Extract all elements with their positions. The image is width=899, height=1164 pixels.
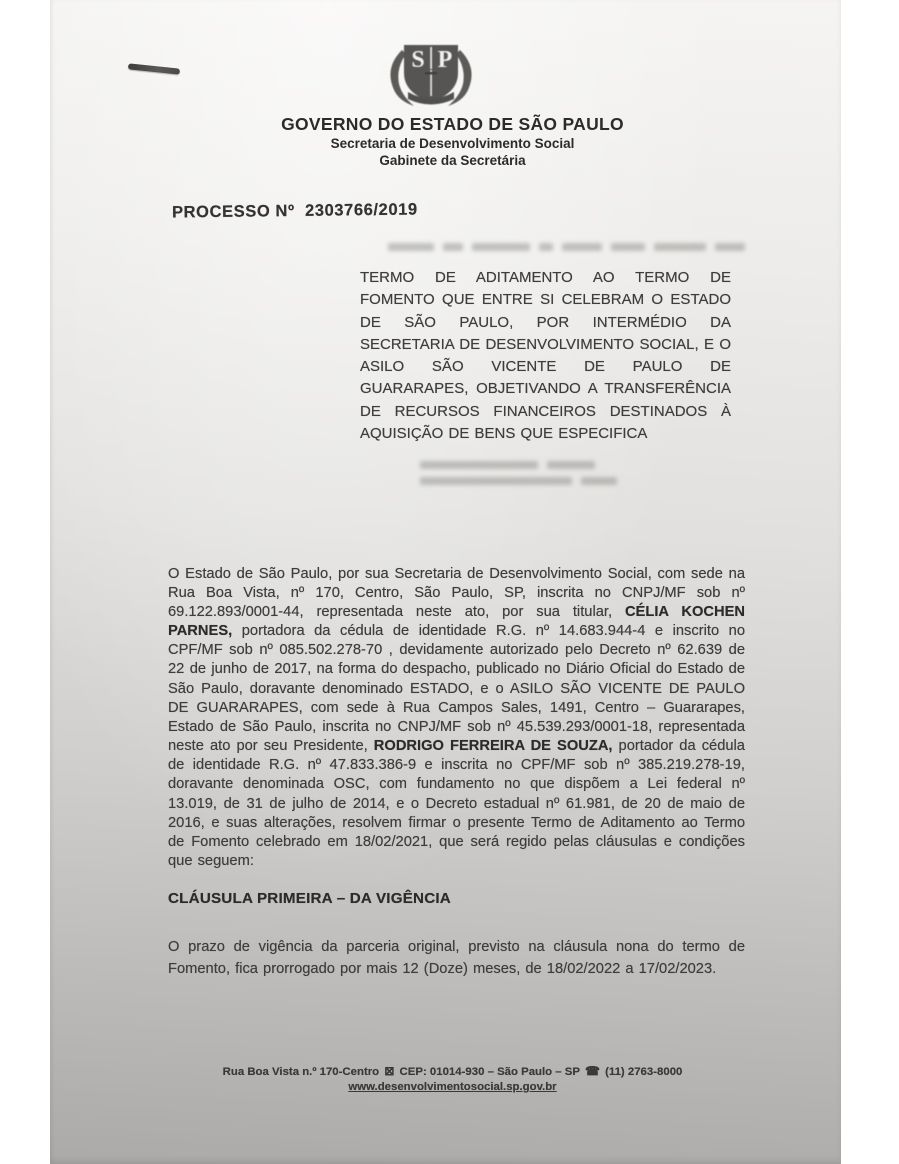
preamble-text-3: portador da cédula de identidade R.G. nº 47.833.386-9 e inscrita no CPF/MF sob nº 385.219.278-19, doravante denominada OSC, com fundamento no que dispõem a Lei federal nº 13.019, de 31 de julho de 2014, e o Decreto estadual nº 61.981, de 20 de maio de 2016, e suas alterações, resolvem firmar o presente Termo de Aditamento ao Termo de Fomento celebrado em 18/02/2021, que será regido pelas cláusulas e condições que seguem: — [168, 738, 745, 870]
logo-letter-s: S — [411, 47, 425, 73]
preamble-text-2: portadora da cédula de identidade R.G. nº 14.683.944-4 e inscrito no CPF/MF sob nº 085.502.278-70 , devidamente autorizado pelo Decreto nº 62.639 de 22 de junho de 2017, na forma do despacho, publicado no Diário Oficial do Estado de São Paulo, doravante denominado ESTADO, e o ASILO SÃO VICENTE DE PAULO DE GUARARAPES, com sede à Rua Campos Sales, 1491, Centro – Guararapes, Estado de São Paulo, inscrita no CNPJ/MF sob nº 45.539.293/0001-18, representada neste ato por seu Presidente, — [168, 623, 745, 755]
clause-1-text: O prazo de vigência da parceria original, previsto na cláusula nona do termo de Fomento, fica prorrogado por mais 12 (Doze) meses, de 18/02/2022 a 17/02/2023. — [168, 938, 745, 978]
letterhead-title: GOVERNO DO ESTADO DE SÃO PAULO — [281, 114, 624, 134]
logo-letter-p: P — [437, 47, 453, 73]
preamble-text-1: O Estado de São Paulo, por sua Secretaria de Desenvolvimento Social, com sede na Rua Boa Vista, nº 170, Centro, São Paulo, SP, inscrita no CNPJ/MF sob nº 69.122.893/0001-44, representada neste ato, por sua titular, — [168, 565, 745, 620]
letterhead-subtitle-2: Gabinete da Secretária — [379, 153, 526, 168]
phone-icon: ☎ — [584, 1064, 600, 1078]
footer — [64, 1064, 841, 1095]
party-name-celia-kochen-parnes: CÉLIA KOCHEN PARNES, — [168, 604, 745, 640]
footer-address: Rua Boa Vista n.º 170-Centro — [222, 1066, 380, 1078]
footer-cep: CEP: 01014-930 – São Paulo – SP — [399, 1066, 580, 1078]
letterhead-subtitle-1: Secretaria de Desenvolvimento Social — [330, 136, 575, 151]
footer-phone: (11) 2763-8000 — [605, 1066, 683, 1078]
footer-website-link: www.desenvolvimentosocial.sp.gov.br — [348, 1081, 557, 1093]
process-number: PROCESSO Nº 2303766/2019 — [171, 200, 418, 222]
envelope-icon: ⊠ — [384, 1064, 395, 1078]
footer-contact-line — [64, 1064, 841, 1080]
sp-coat-of-arms-logo — [382, 39, 480, 115]
recital-block: TERMO DE ADITAMENTO AO TERMO DE FOMENTO QUE ENTRE SI CELEBRAM O ESTADO DE SÃO PAULO, POR INTERMÉDIO DA SECRETARIA DE DESENVOLVIMENTO SOCIAL, E O ASILO SÃO VICENTE DE PAULO DE GUARARAPES, OBJETIVANDO A TRANSFERÊNCIA DE RECURSOS FINANCEIROS DESTINADOS À AQUISIÇÃO DE BENS QUE ESPECIFICA — [360, 269, 731, 443]
party-name-rodrigo-ferreira-de-souza: RODRIGO FERREIRA DE SOUZA, — [373, 738, 613, 755]
clause-1-heading: CLÁUSULA PRIMEIRA – DA VIGÊNCIA — [168, 890, 451, 907]
bleed-through-text-2 — [420, 461, 626, 493]
preamble-paragraph — [168, 565, 745, 872]
government-letterhead — [64, 113, 841, 169]
bleed-through-text-1 — [388, 243, 778, 259]
logo-divider — [430, 47, 432, 69]
staple-mark — [128, 63, 180, 74]
scanned-document-paper — [50, 0, 841, 1164]
